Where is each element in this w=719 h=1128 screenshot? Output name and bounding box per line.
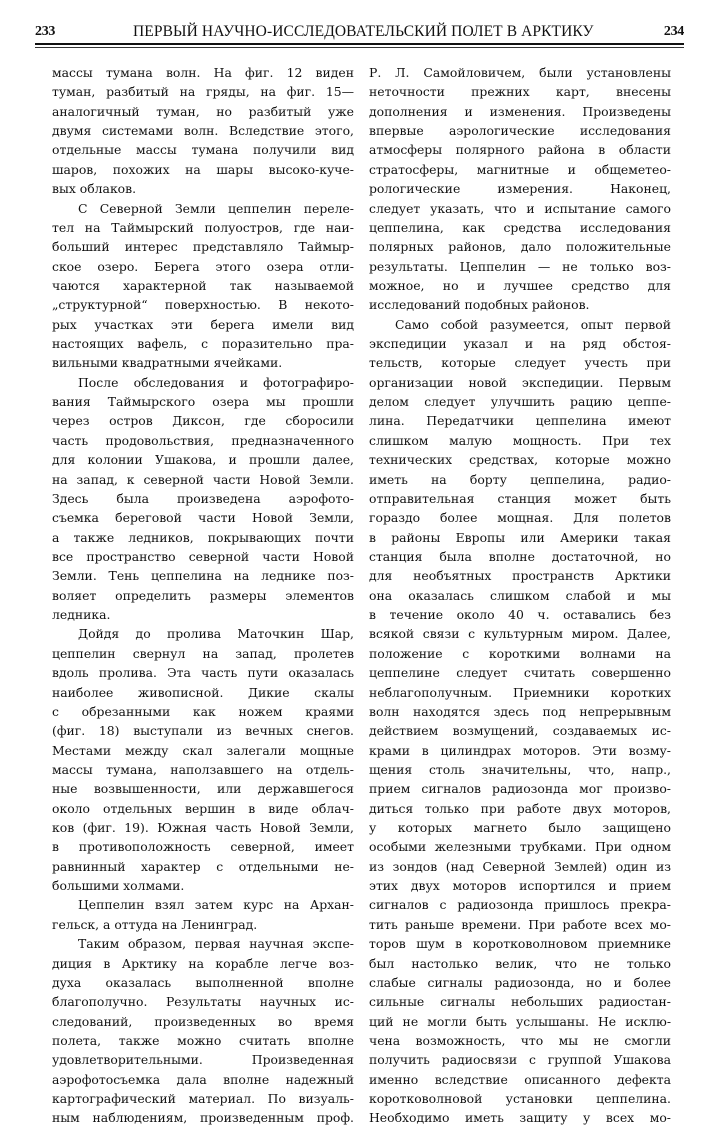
text-line: следует указать, что и испытание самого — [369, 200, 671, 216]
text-line: цеппелин свернул на запад, пролетев — [52, 645, 354, 661]
text-line: ков (фиг. 19). Южная часть Новой Земли, — [52, 820, 354, 836]
text-line: технических средствах, которые можно — [369, 452, 671, 468]
text-line: экспедиции указал и на ряд обстоя- — [369, 336, 671, 352]
text-line: на запад, к северной части Новой Земли. — [52, 471, 354, 487]
text-line: Необходимо иметь защиту у всех мо- — [369, 1110, 671, 1126]
left-column — [52, 63, 354, 1128]
text-line: этих двух моторов испортился и прием — [369, 878, 671, 894]
text-line: Здесь была произведена аэрофото- — [52, 490, 354, 506]
header-rule-thin — [35, 47, 684, 48]
text-line: слишком малую мощность. При тех — [369, 432, 671, 448]
text-line: в противоположность северной, имеет — [52, 839, 354, 855]
text-line: ледника. — [52, 607, 111, 623]
text-line: вых облаков. — [52, 181, 137, 197]
text-line: Само собой разумеется, опыт первой — [395, 316, 671, 332]
text-line: Местами между скал залегали мощные — [52, 742, 354, 758]
text-line: прием сигналов радиозонда мог произво- — [369, 781, 671, 797]
text-line: все пространство северной части Новой — [52, 548, 354, 564]
text-line: аэрофотосъемка дала вполне надежный — [52, 1071, 354, 1087]
text-line: Р. Л. Самойловичем, были установлены — [369, 65, 671, 80]
text-line: туман, разбитый на гряды, на фиг. 15— — [52, 84, 354, 100]
text-line: в течение около 40 ч. оставались без — [369, 607, 671, 623]
text-line: полета, также можно считать вполне — [52, 1032, 354, 1048]
text-line: Дойдя до пролива Маточкин Шар, — [78, 626, 354, 642]
text-line: стратосферы, магнитные и общеметео- — [369, 161, 671, 177]
text-line: щения столь значительны, что, напр., — [369, 761, 671, 777]
text-line: ское озеро. Берега этого озера отли- — [52, 258, 354, 274]
text-line: а также ледников, покрывающих почти — [52, 529, 354, 545]
text-line: результаты. Цеппелин — не только воз- — [369, 258, 671, 274]
text-line: организации новой экспедиции. Первым — [369, 374, 671, 390]
text-line: полярных районов, дало положительные — [369, 239, 671, 255]
text-line: массы тумана волн. На фиг. 12 виден — [52, 65, 354, 80]
text-line: лина. Передатчики цеппелина имеют — [369, 413, 671, 429]
text-line: торов шум в коротковолновом приемнике — [369, 936, 671, 952]
text-line: крами в цилиндрах моторов. Эти возму- — [369, 742, 671, 758]
text-line: тить раньше времени. При работе всех мо- — [369, 916, 671, 932]
page-number-left: 233 — [35, 24, 56, 39]
text-line: был настолько велик, что не только — [369, 955, 671, 971]
text-line: С Северной Земли цеппелин переле- — [78, 200, 354, 216]
text-line: особыми железными трубками. При одном — [369, 839, 671, 855]
text-line: сильные сигналы небольших радиостан- — [369, 994, 671, 1010]
header-rule — [35, 43, 684, 45]
text-line: положение с короткими волнами на — [369, 645, 671, 661]
running-title: ПЕРВЫЙ НАУЧНО-ИССЛЕДОВАТЕЛЬСКИЙ ПОЛЕТ В АРКТИКУ — [133, 23, 594, 40]
text-line: „структурной“ поверхностью. В некото- — [52, 297, 354, 313]
text-line: диция в Арктику на корабле легче воз- — [52, 955, 354, 971]
text-line: иметь на борту цеппелина, радио- — [369, 471, 671, 487]
text-line: После обследования и фотографиро- — [78, 374, 354, 390]
text-line: атмосферы полярного района в области — [369, 142, 671, 158]
text-line: ным наблюдениям, произведенным проф. — [52, 1110, 354, 1126]
text-line: цеппелина, как средства исследования — [369, 219, 671, 235]
text-line: гельск, а оттуда на Ленинград. — [52, 916, 258, 932]
text-line: действием возмущений, создаваемых ис- — [369, 723, 671, 739]
text-line: часть продовольствия, предназначенного — [52, 432, 354, 448]
right-column — [369, 63, 671, 1128]
text-line: Таким образом, первая научная экспе- — [78, 936, 354, 952]
text-line: получить радиосвязи с группой Ушакова — [369, 1052, 671, 1068]
text-line: она оказалась слишком слабой и мы — [369, 587, 671, 603]
text-line: цеппелине следует считать совершенно — [369, 665, 671, 681]
text-line: станция была вполне достаточной, но — [369, 548, 671, 564]
text-line: аналогичный туман, но разбитый уже — [52, 103, 354, 119]
text-line: через остров Диксон, где сборосили — [52, 413, 354, 429]
text-line: неточности прежних карт, внесены — [369, 84, 671, 100]
text-line: картографический материал. По визуаль- — [52, 1091, 354, 1107]
text-line: отдельные массы тумана получили вид — [52, 142, 354, 158]
text-line: массы тумана, наползавшего на отдель- — [52, 761, 354, 777]
text-line: неблагополучным. Приемники коротких — [369, 684, 671, 700]
text-line: духа оказалась выполненной вполне — [52, 974, 354, 990]
text-line: следований, произведенных во время — [52, 1013, 354, 1029]
text-line: шаров, похожих на шары высоко-куче- — [52, 161, 354, 177]
text-line: благополучно. Результаты научных ис- — [52, 994, 354, 1010]
text-line: впервые аэрологические исследования — [369, 123, 671, 139]
text-line: около отдельных вершин в виде облач- — [52, 800, 354, 816]
text-line: удовлетворительными. Произведенная — [52, 1052, 354, 1068]
text-line: именно вследствие описанного дефекта — [369, 1071, 671, 1087]
text-line: слабые сигналы радиозонда, но и более — [369, 974, 671, 990]
text-line: съемка береговой части Новой Земли, — [52, 510, 354, 526]
text-line: коротковолновой установки цеппелина. — [369, 1091, 671, 1107]
text-line: для колонии Ушакова, и прошли далее, — [52, 452, 354, 468]
text-line: воляет определить размеры элементов — [52, 587, 354, 603]
text-line: Земли. Тень цеппелина на леднике поз- — [52, 568, 354, 584]
text-line: чаются характерной так называемой — [52, 277, 354, 293]
text-line: дополнения и изменения. Произведены — [369, 103, 671, 119]
text-line: равнинный характер с отдельными не- — [52, 858, 354, 874]
text-line: диться только при работе двух моторов, — [369, 800, 671, 816]
text-line: больший интерес представляло Таймыр- — [52, 239, 354, 255]
text-line: всякой связи с культурным миром. Далее, — [369, 626, 671, 642]
text-line: в районы Европы или Америки такая — [369, 529, 671, 545]
text-line: исследований подобных районов. — [369, 297, 590, 313]
text-line: вдоль пролива. Эта часть пути оказалась — [52, 665, 354, 681]
text-line: тельств, которые следует учесть при — [369, 355, 671, 371]
text-line: ные возвышенности, или державшегося — [52, 781, 354, 797]
text-line: отправительная станция может быть — [369, 490, 671, 506]
text-line: рологические измерения. Наконец, — [369, 181, 671, 197]
text-line: можное, но и лучшее средство для — [369, 277, 671, 293]
text-line: у которых магнето было защищено — [369, 820, 671, 836]
text-line: настоящих вафель, с поразительно пра- — [52, 336, 354, 352]
text-line: (фиг. 18) выступали из вечных снегов. — [52, 723, 354, 739]
text-line: двумя системами волн. Вследствие этого, — [52, 123, 354, 139]
text-line: волн находятся здесь под непрерывным — [369, 703, 671, 719]
text-line: сигналов с радиозонда пришлось прекра- — [369, 897, 671, 913]
page-number-right: 234 — [663, 24, 684, 39]
text-line: делом следует улучшить рацию цеппе- — [369, 394, 671, 410]
text-line: большими холмами. — [52, 878, 185, 894]
text-line: с обрезанными как ножем краями — [52, 703, 354, 719]
text-line: тел на Таймырский полуостров, где наи- — [52, 219, 354, 235]
text-line: из зондов (над Северной Землей) один из — [369, 858, 671, 874]
text-line: вильными квадратными ячейками. — [52, 355, 283, 371]
text-line: чена возможность, что мы не смогли — [369, 1032, 671, 1048]
text-line: Цеппелин взял затем курс на Архан- — [78, 897, 354, 913]
text-line: вания Таймырского озера мы прошли — [52, 394, 354, 410]
running-header — [35, 22, 684, 42]
text-line: рых участках эти берега имели вид — [52, 316, 354, 332]
text-line: наиболее живописной. Дикие скалы — [52, 684, 354, 700]
text-line: для необъятных пространств Арктики — [369, 568, 671, 584]
text-line: ций не могли быть услышаны. Не исклю- — [369, 1013, 671, 1029]
text-line: гораздо более мощная. Для полетов — [369, 510, 671, 526]
